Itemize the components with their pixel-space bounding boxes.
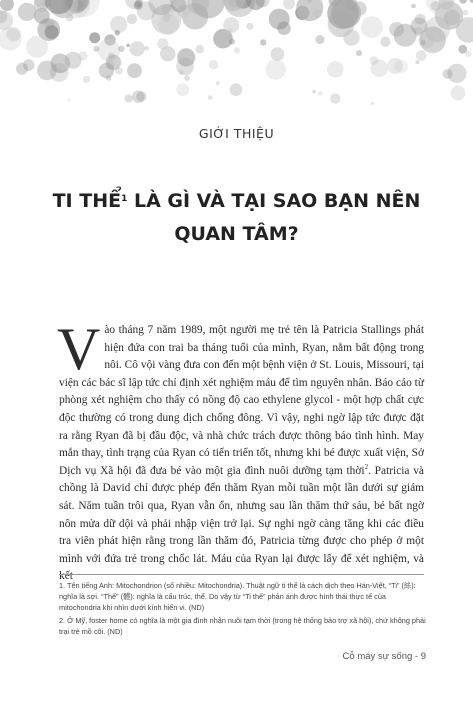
bokeh-dot (37, 61, 57, 81)
bokeh-dot (265, 59, 286, 80)
bokeh-dot (144, 46, 149, 51)
bokeh-dot (18, 3, 36, 21)
bokeh-dot (78, 51, 87, 60)
bokeh-dot (458, 45, 467, 54)
bokeh-dot (459, 0, 466, 4)
bokeh-dot (416, 50, 427, 61)
bokeh-dot (127, 14, 137, 24)
bokeh-dot (447, 64, 466, 83)
bokeh-dot (106, 55, 121, 70)
body-footnote-ref: 2 (364, 462, 369, 471)
section-label: GIỚI THIỆU (198, 126, 275, 141)
bokeh-dot (380, 37, 390, 47)
bokeh-dot (462, 10, 468, 16)
bokeh-dot (318, 91, 323, 96)
bokeh-dot (67, 99, 70, 102)
footnote-2: 2. Ở Mỹ, foster home có nghĩa là một gia đình nhận nuôi tạm thời (trong hệ thống bảo trợ xã hội), chứ không phải trại trẻ mồ côi. (ND) (59, 616, 426, 636)
bokeh-dot (411, 4, 416, 9)
bokeh-dot (176, 83, 189, 96)
bokeh-dot (16, 63, 28, 75)
bokeh-dot (134, 1, 143, 10)
bokeh-dot (127, 63, 142, 78)
bokeh-dot (195, 45, 204, 54)
bokeh-dot (132, 91, 145, 104)
bokeh-dot (0, 0, 14, 11)
bokeh-dot (361, 16, 383, 38)
bokeh-dot (158, 14, 179, 35)
bokeh-dot (83, 76, 90, 83)
bokeh-dot (126, 44, 130, 48)
bokeh-dot (327, 61, 343, 77)
bokeh-dot (371, 102, 374, 105)
drop-cap: V (57, 316, 101, 382)
bokeh-dot (451, 86, 466, 101)
bokeh-dot (93, 46, 99, 52)
bokeh-dot (312, 90, 316, 94)
title-footnote-ref: 1 (121, 194, 128, 204)
bokeh-dot (246, 23, 253, 30)
bokeh-dot (419, 33, 434, 48)
bokeh-dot (184, 75, 190, 81)
bokeh-dot (271, 47, 285, 61)
bokeh-dot (89, 32, 100, 43)
title-line-2: QUAN TÂM? (174, 223, 299, 245)
bokeh-decoration (0, 0, 473, 110)
bokeh-dot (115, 30, 120, 35)
bokeh-dot (130, 41, 145, 56)
bokeh-dot (330, 93, 340, 103)
body-paragraph: Vào tháng 7 năm 1989, một người mẹ trẻ tên là Patricia Stallings phát hiện đứa con trai ba tháng tuổi của mình, Ryan, nằm bất động trong nôi. Cô vội vàng đưa con đến một bệnh viện ở St. Louis, Missouri, tại viện các bác sĩ lập tức chỉ định xét nghiệm máu để tìm nguyên nhân. Báo cáo từ phòng xét nghiệm cho thấy có nồng độ cao ethylene glycol - một hợp chất cực độc thường có trong dung dịch chống đông. Vì vậy, nghi ngờ lập tức được đặt ra rằng Ryan đã bị đầu độc, và nhà chức trách được thông báo tình hình. May mắn thay, tình trạng của Ryan có tiến triển tốt, nhưng khi bé được xuất viện, Sở Dịch vụ Xã hội đã đưa bé vào một gia đình nuôi dưỡng tạm thời$^2$. Patricia và chồng là David chỉ được phép đến thăm Ryan mỗi tuần một lần dưới sự giám sát. Năm tuần trôi qua, Ryan vẫn ổn, nhưng sau lần thăm thứ sáu, bé bất ngờ nôn mửa dữ dội và phải nhập viện trở lại. Sự nghi ngờ càng tăng khi các điều tra viên phát hiện rằng trong lần thăm đó, Patricia từng được cho phép ở một mình với đứa trẻ trong chốc lát. Máu của Ryan lại được lấy để xét nghiệm, và kết (57, 316, 424, 583)
bokeh-dot (223, 17, 239, 33)
footnote-1: 1. Tên tiếng Anh: Mitochondrion (số nhiều: Mitochondria). Thuật ngữ ti thể là cách dịch theo Hán-Việt, “Ti” (絲): nghĩa là sợi. “Thể” (體): nghĩa là cấu trúc, thể. Do vậy từ “Ti thể” phản ánh được hình thái thực tế của mitochondria khi nhìn dưới kính hiển vi. (ND) (59, 581, 416, 612)
bokeh-dot (125, 94, 133, 102)
bokeh-dot (157, 38, 168, 49)
bokeh-dot (56, 55, 71, 70)
title-line-1: TI THỂ$^1$ LÀ GÌ VÀ TẠI SAO BẠN NÊN (52, 190, 421, 212)
bokeh-dot (260, 39, 266, 45)
bokeh-dot (394, 24, 417, 47)
bokeh-dot (415, 14, 426, 25)
chapter-title (40, 185, 433, 251)
page-folio: Cỗ máy sự sống - 9 (342, 651, 426, 662)
bokeh-dot (387, 58, 403, 74)
bokeh-dot (208, 95, 213, 100)
bokeh-dot (315, 35, 324, 44)
footnote-divider (59, 574, 424, 575)
bokeh-dot (269, 9, 290, 30)
bokeh-dot (26, 36, 48, 58)
bokeh-dot (7, 27, 21, 41)
footnotes (59, 580, 427, 639)
bokeh-dot (234, 47, 240, 53)
bokeh-dot (370, 59, 388, 77)
bokeh-dot (415, 60, 419, 64)
bokeh-dot (283, 0, 295, 10)
bokeh-dot (356, 50, 362, 56)
bokeh-dot (209, 60, 218, 69)
bokeh-dot (110, 16, 127, 33)
bokeh-dot (230, 83, 243, 96)
bokeh-dot (118, 46, 124, 52)
bokeh-dot (216, 81, 220, 85)
bokeh-dot (179, 69, 185, 75)
